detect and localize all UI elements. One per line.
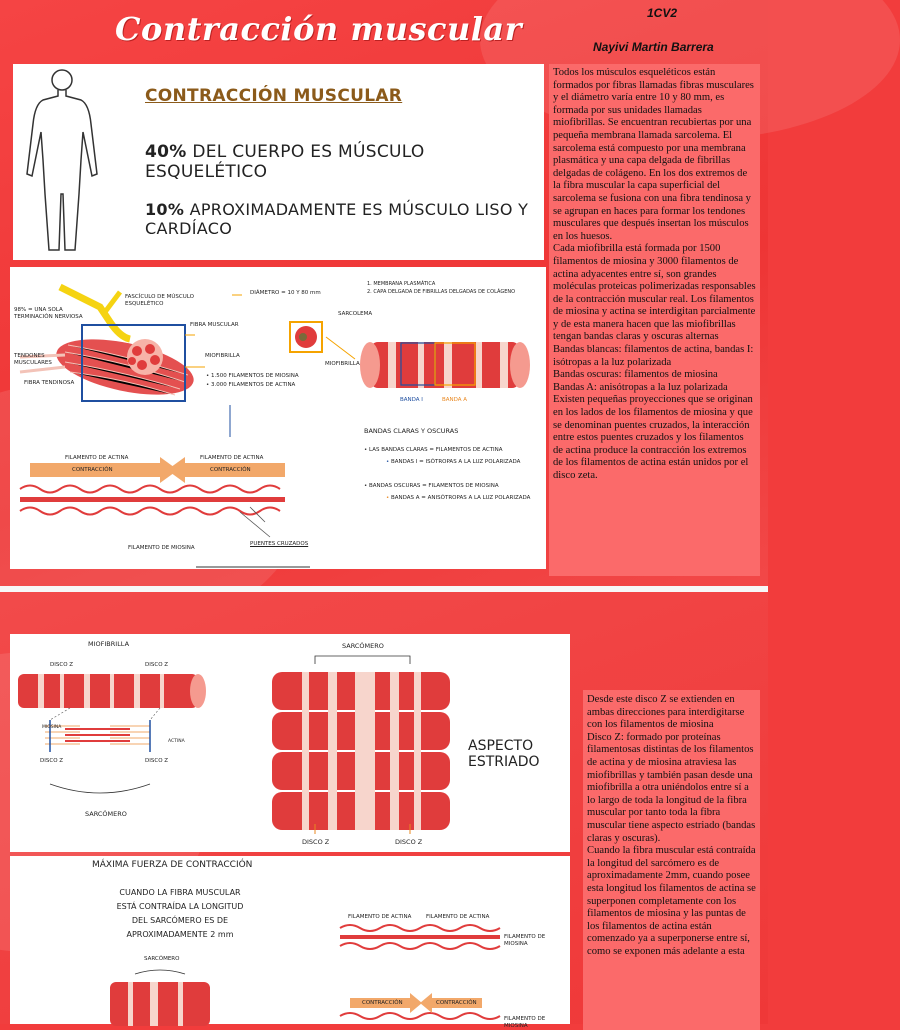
label-disco-z-c: DISCO Z xyxy=(40,758,64,764)
fuerza-panel xyxy=(10,856,570,1029)
bullet-actina: • 3.000 FILAMENTOS DE ACTINA xyxy=(206,382,296,388)
label-fasciculo: FASCÍCULO DE MÚSCULO ESQUELÉTICO xyxy=(125,294,194,307)
label-disco-z-b: DISCO Z xyxy=(145,662,169,668)
summary-line-2 xyxy=(145,200,544,238)
sarcolema-list-2: 2. CAPA DELGADA DE FIBRILLAS DELGADAS DE COLÁGENO xyxy=(367,289,516,295)
fuerza-desc-4: APROXIMADAMENTE 2 mm xyxy=(126,930,234,939)
fuerza-desc-3: DEL SARCÓMERO ES DE xyxy=(131,916,229,925)
label-disco-z-a: DISCO Z xyxy=(50,662,74,668)
label-tendones: TENDONES MUSCULARES xyxy=(14,353,52,366)
summary-panel xyxy=(13,64,544,260)
label-contraccion-2: CONTRACCIÓN xyxy=(436,1000,477,1006)
bandas-i-desc-text: BANDAS I = ISÓTROPAS A LA LUZ POLARIZADA xyxy=(391,459,521,465)
bandas-oscuras-text: BANDAS OSCURAS = FILAMENTOS DE MIOSINA xyxy=(369,483,499,489)
summary-heading: CONTRACCIÓN MUSCULAR xyxy=(145,86,403,106)
text1-paragraph: Todos los músculos esqueléticos están formados por fibras llamadas fibras musculares y el diámetro varía entre 10 y 80 mm, es formada por sus unidades llamadas miofibrillas. Se encuentran recubiertas por una pequeña membrana llamada sarcolema. El sarcolema está compuesto por una membrana plasmática y una capa delgada de fibrillas delgadas de colágeno. En los dos extremos de la fibra muscular la capa superficial del sarcolema se fusiona con una fibra tendinosa y se agrupan en haces para formar los tendones musculares que después insertan los músculos en los huesos. xyxy=(553,67,754,242)
sarcomere-panel xyxy=(10,634,570,852)
slide-1 xyxy=(0,0,768,592)
line-2-text: APROXIMADAMENTE ES MÚSCULO LISO Y CARDÍACO xyxy=(145,200,529,238)
label-banda-i: BANDA I xyxy=(400,397,423,403)
label-miosina: MIOSINA xyxy=(42,725,62,730)
label-diametro: DIÁMETRO = 10 Y 80 mm xyxy=(250,290,321,296)
fuerza-diagram xyxy=(10,856,570,1024)
text2-paragraph: Cuando la fibra muscular está contraída la longitud del sarcómero es de aproximadamente 2mm, cuando posee esta longitud los filamentos de actina se superponen completamente con los filamentos de miosina y las puntas de los filamentos de actina están comenzado ya a superponerse entre sí, como se exponen más adelante a esta xyxy=(587,845,756,957)
label-disco-z-d: DISCO Z xyxy=(145,758,169,764)
label-fil-miosina: FILAMENTO DE MIOSINA xyxy=(504,934,546,947)
label-disco-z-1: DISCO Z xyxy=(302,838,330,846)
page-title: Contracción muscular xyxy=(115,10,522,48)
author-name: Nayivi Martin Barrera xyxy=(593,40,714,54)
fuerza-desc-2: ESTÁ CONTRAÍDA LA LONGITUD xyxy=(116,902,244,911)
label-actina: ACTINA xyxy=(168,739,185,744)
slide-2 xyxy=(0,592,768,1029)
text1-paragraph: Bandas blancas: filamentos de actina, bandas I: isótropas a la luz polarizada xyxy=(553,344,754,368)
course-label: 1CV2 xyxy=(647,6,678,20)
text1-paragraph: Bandas oscuras: filamentos de miosina xyxy=(553,369,718,381)
fuerza-desc-1: CUANDO LA FIBRA MUSCULAR xyxy=(119,888,241,897)
human-figure-icon xyxy=(13,64,113,260)
label-filamento-miosina: FILAMENTO DE MIOSINA xyxy=(128,545,195,551)
line-1-percent: 40% xyxy=(145,142,187,162)
label-disco-z-2: DISCO Z xyxy=(395,838,423,846)
label-fil-actina-2: FILAMENTO DE ACTINA xyxy=(426,914,490,920)
bullet-miosina: • 1.500 FILAMENTOS DE MIOSINA xyxy=(206,373,299,379)
bandas-a-desc: • BANDAS A = ANISÓTROPAS A LA LUZ POLARIZADA xyxy=(386,495,531,501)
bandas-i-desc: • BANDAS I = ISÓTROPAS A LA LUZ POLARIZADA xyxy=(386,459,521,465)
label-contraccion-1: CONTRACCIÓN xyxy=(362,1000,403,1006)
line-2-percent: 10% xyxy=(145,200,185,219)
bandas-claras-text: LAS BANDAS CLARAS = FILAMENTOS DE ACTINA xyxy=(369,447,503,453)
label-fibra-muscular: FIBRA MUSCULAR xyxy=(190,322,239,328)
label-miofibrilla: MIOFIBRILLA xyxy=(205,353,240,359)
text1-paragraph: Existen pequeñas proyecciones que se originan en los lados de los filamentos de miosina y que se denominan puentes cruzados, la interacción entre estos puentes cruzados y los filamentos de actina produce la contracción los extremos de los filamentos de actina están unidos por el disco zeta. xyxy=(553,394,753,481)
label-miofibrilla: MIOFIBRILLA xyxy=(88,640,130,648)
text-block-1 xyxy=(549,64,760,576)
text-block-2 xyxy=(583,690,760,1030)
label-contraccion-1: CONTRACCIÓN xyxy=(72,467,113,473)
fuerza-title: MÁXIMA FUERZA DE CONTRACCIÓN xyxy=(92,860,253,870)
label-sarcomero: SARCÓMERO xyxy=(144,956,180,962)
text1-paragraph: Cada miofibrilla está formada por 1500 filamentos de miosina y 3000 filamentos de actina adyacentes entre sí, son grandes moléculas proteicas polimerizadas responsables de la contracción muscular real. Los filamentos de miosina y actina se interdigitan parcialmente y de esta manera hacen que las miofibrillas tengan bandas claras y oscuras alternas xyxy=(553,243,756,343)
sarcolema-list-1: 1. MEMBRANA PLASMÁTICA xyxy=(367,281,436,287)
label-fil-miosina-2: FILAMENTO DE MIOSINA xyxy=(504,1016,546,1029)
text2-paragraph: Desde este disco Z se extienden en ambas direcciones para interdigitarse con los filamentos de miosina xyxy=(587,694,745,731)
bullet-miosina-text: 1.500 FILAMENTOS DE MIOSINA xyxy=(211,373,299,379)
text1-paragraph: Bandas A: anisótropas a la luz polarizada xyxy=(553,381,728,393)
bandas-claras: • LAS BANDAS CLARAS = FILAMENTOS DE ACTINA xyxy=(364,447,503,453)
bandas-oscuras: • BANDAS OSCURAS = FILAMENTOS DE MIOSINA xyxy=(364,483,499,489)
label-sarcomero-big: SARCÓMERO xyxy=(342,642,384,650)
label-miofibrilla-2: MIOFIBRILLA xyxy=(325,361,360,367)
label-filamento-actina-1: FILAMENTO DE ACTINA xyxy=(65,455,129,461)
bandas-a-desc-text: BANDAS A = ANISÓTROPAS A LA LUZ POLARIZADA xyxy=(391,495,531,501)
bandas-title: BANDAS CLARAS Y OSCURAS xyxy=(364,427,459,435)
label-fil-actina-1: FILAMENTO DE ACTINA xyxy=(348,914,412,920)
label-filamento-actina-2: FILAMENTO DE ACTINA xyxy=(200,455,264,461)
label-terminacion: 98% = UNA SOLA TERMINACIÓN NERVIOSA xyxy=(14,307,83,320)
label-puentes-cruzados: PUENTES CRUZADOS xyxy=(250,541,309,547)
bullet-actina-text: 3.000 FILAMENTOS DE ACTINA xyxy=(211,382,296,388)
label-fibra-tendinosa: FIBRA TENDINOSA xyxy=(24,380,75,386)
label-contraccion-2: CONTRACCIÓN xyxy=(210,467,251,473)
label-sarcolema: SARCOLEMA xyxy=(338,311,373,317)
label-aspecto-estriado: ASPECTO ESTRIADO xyxy=(468,738,540,770)
label-sarcomero-small: SARCÓMERO xyxy=(85,810,127,818)
summary-line-1 xyxy=(145,142,544,182)
line-1-text: DEL CUERPO ES MÚSCULO ESQUELÉTICO xyxy=(145,142,425,182)
fiber-diagram-panel xyxy=(10,267,546,569)
text2-paragraph: Disco Z: formado por proteínas filamentosas distintas de los filamentos de actina y de miosina atraviesa las miofibrillas y también pasan desde una miofibrilla a otra uniéndolos entre sí a lo largo de toda la longitud de la fibra muscular por tanto toda la fibra muscular tiene aspecto estriado (bandas claras y oscuras). xyxy=(587,731,756,844)
label-banda-a: BANDA A xyxy=(442,397,468,403)
